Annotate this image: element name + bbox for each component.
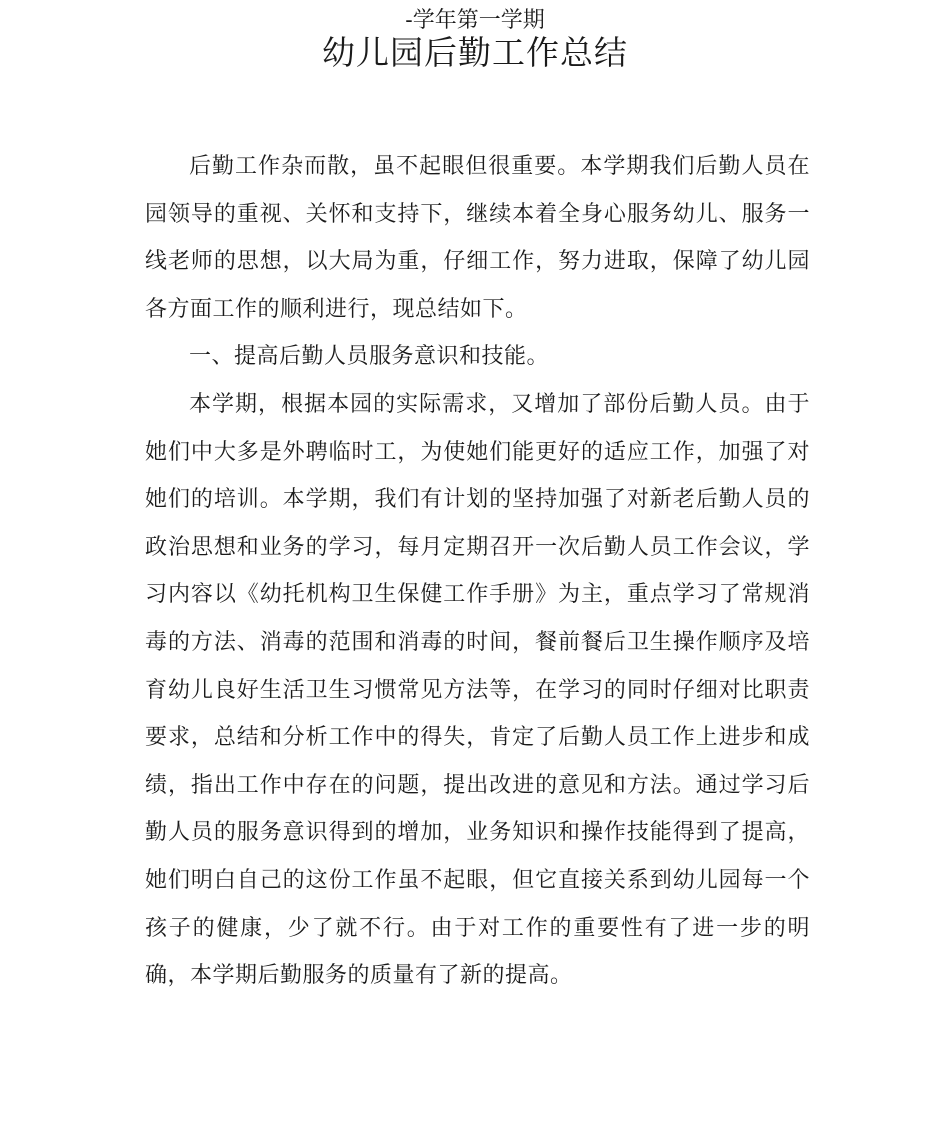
document-title: 幼儿园后勤工作总结: [322, 33, 628, 72]
document-subtitle: -学年第一学期: [405, 8, 545, 33]
section-heading: 一、提高后勤人员服务意识和技能。: [189, 344, 550, 370]
paragraph-training: 本学期，根据本园的实际需求，又增加了部份后勤人员。由于她们中大多是外聘临时工，为使她们能更好的适应工作，加强了对她们的培训。本学期，我们有计划的坚持加强了对新老后勤人员的政治思想和业务的学习，每月定期召开一次后勤人员工作会议，学习内容以《幼托机构卫生保健工作手册》为主，重点学习了常规消毒的方法、消毒的范围和消毒的时间，餐前餐后卫生操作顺序及培育幼儿良好生活卫生习惯常见方法等，在学习的同时仔细对比职责要求，总结和分析工作中的得失，肯定了后勤人员工作上进步和成绩，指出工作中存在的问题，提出改进的意见和方法。通过学习后勤人员的服务意识得到的增加，业务知识和操作技能得到了提高，她们明白自己的这份工作虽不起眼，但它直接关系到幼儿园每一个孩子的健康，少了就不行。由于对工作的重要性有了进一步的明确，本学期后勤服务的质量有了新的提高。: [145, 391, 810, 989]
document-body: [145, 143, 810, 1000]
paragraph-intro: 后勤工作杂而散，虽不起眼但很重要。本学期我们后勤人员在园领导的重视、关怀和支持下，继续本着全身心服务幼儿、服务一线老师的思想，以大局为重，仔细工作，努力进取，保障了幼儿园各方面工作的顺利进行，现总结如下。: [145, 154, 810, 322]
